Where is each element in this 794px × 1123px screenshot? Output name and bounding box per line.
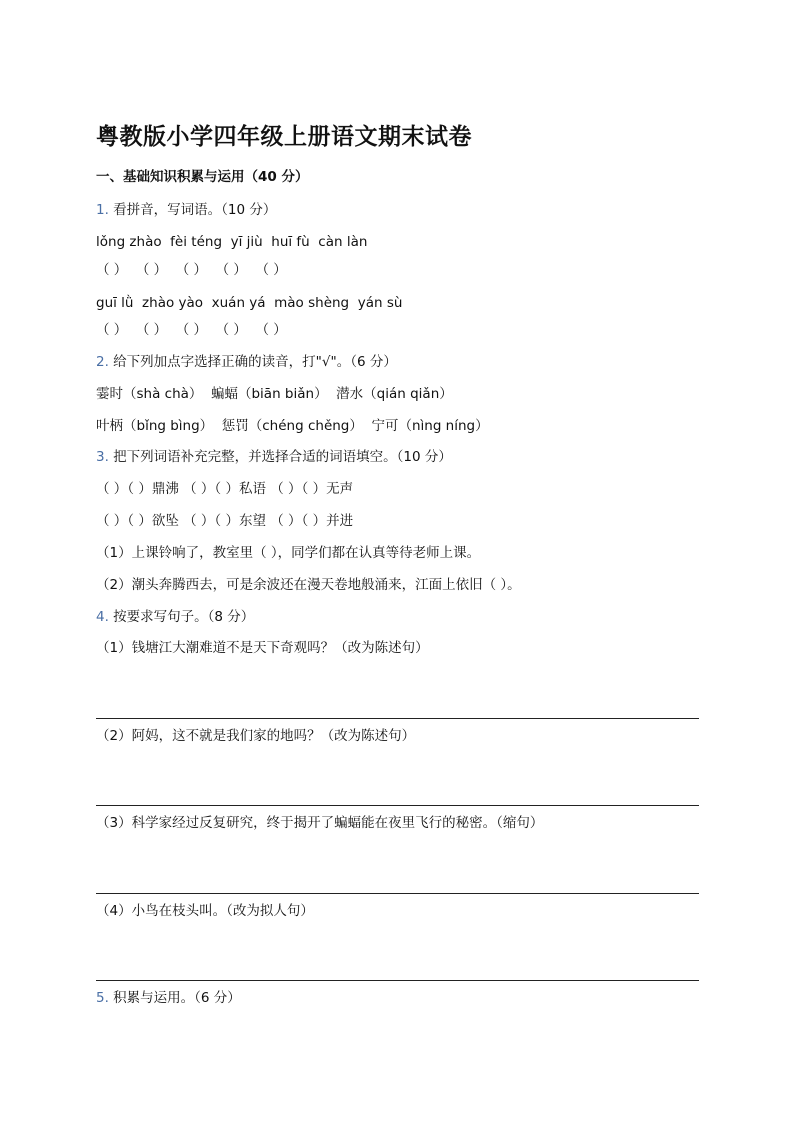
answer-line-1 <box>96 718 699 719</box>
rewrite-prompt-3: （3）科学家经过反复研究，终于揭开了蝙蝠能在夜里飞行的秘密。（缩句） <box>96 815 544 831</box>
rewrite-prompt-2: （2）阿妈，这不就是我们家的地吗？（改为陈述句） <box>96 728 416 744</box>
answer-line-4 <box>96 980 699 981</box>
question-number: 1. <box>96 202 109 218</box>
idiom-row-2: （ ）（ ）欲坠 （ ）（ ）东望 （ ）（ ）并进 <box>96 513 354 529</box>
answer-blanks-row-2: （ ） （ ） （ ） （ ） （ ） <box>96 322 287 338</box>
section-heading: 一、基础知识积累与运用（40 分） <box>96 169 309 185</box>
answer-line-3 <box>96 893 699 894</box>
question-3 <box>96 448 452 466</box>
pinyin-row-1: lǒng zhào fèi téng yī jiù huī fù càn làn <box>96 234 368 250</box>
fill-sentence-1: （1）上课铃响了，教室里（ ），同学们都在认真等待老师上课。 <box>96 545 481 561</box>
pinyin-row-2: guī lǜ zhào yào xuán yá mào shèng yán sù <box>96 295 403 311</box>
question-5 <box>96 989 241 1007</box>
rewrite-prompt-4: （4）小鸟在枝头叫。（改为拟人句） <box>96 903 314 919</box>
question-number: 4. <box>96 609 109 625</box>
pronunciation-row-1: 霎时（shà chà） 蝙蝠（biān biǎn） 潜水（qián qiǎn） <box>96 386 453 402</box>
question-text: 积累与运用。（6 分） <box>108 990 241 1006</box>
question-number: 5. <box>96 990 109 1006</box>
question-text: 把下列词语补充完整，并选择合适的词语填空。（10 分） <box>108 449 452 465</box>
question-text: 给下列加点字选择正确的读音，打"√"。（6 分） <box>108 354 397 370</box>
fill-sentence-2: （2）潮头奔腾西去，可是余波还在漫天卷地般涌来，江面上依旧（ ）。 <box>96 577 521 593</box>
question-text: 看拼音，写词语。（10 分） <box>108 202 277 218</box>
answer-line-2 <box>96 805 699 806</box>
pronunciation-row-2: 叶柄（bǐng bìng） 惩罚（chéng chěng） 宁可（nìng níng） <box>96 418 489 434</box>
question-text: 按要求写句子。（8 分） <box>108 609 255 625</box>
question-number: 3. <box>96 449 109 465</box>
question-2 <box>96 353 397 371</box>
answer-blanks-row-1: （ ） （ ） （ ） （ ） （ ） <box>96 262 287 278</box>
page-title: 粤教版小学四年级上册语文期末试卷 <box>96 124 472 150</box>
question-1 <box>96 201 276 219</box>
rewrite-prompt-1: （1）钱塘江大潮难道不是天下奇观吗？（改为陈述句） <box>96 640 429 656</box>
question-4 <box>96 608 254 626</box>
question-number: 2. <box>96 354 109 370</box>
idiom-row-1: （ ）（ ）鼎沸 （ ）（ ）私语 （ ）（ ）无声 <box>96 481 354 497</box>
